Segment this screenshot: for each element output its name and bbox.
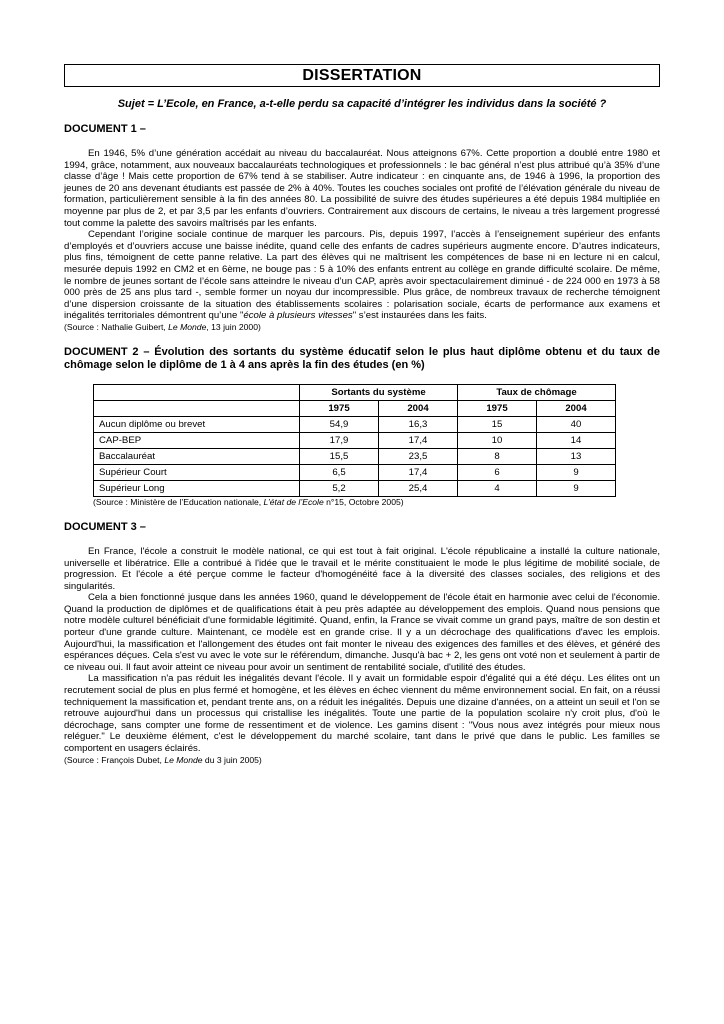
year-header: 1975 [300, 400, 379, 416]
diploma-unemployment-table [93, 384, 616, 497]
source-date: n°15, Octobre 2005) [323, 496, 404, 507]
table-cell: 6,5 [300, 464, 379, 480]
document-1-paragraph-1: En 1946, 5% d’une génération accédait au niveau du baccalauréat. Nous atteignons 67%. Cette proportion a doublé entre 1980 et 1994, grâce, notamment, aux nouveaux baccalauréats technologiques et professionnels : le bac général n’est plus attribué qu’à 35% d’une classe d’âge ! Mais cette proportion de 67% tend à se stabiliser. Autre indicateur : en cinquante ans, de 1946 à 1996, la proportion des jeunes de 20 ans devenant étudiants est passée de 2% à 40%. Toutes les couches sociales ont profité de l’élévation générale du niveau de formation, particulièrement sensible à la fin des années 80. La possibilité de suivre des études supérieures a été depuis 1984 multipliée en moyenne par plus de 2, et par 3,5 par les enfants d’ouvriers. Contrairement aux discours de certains, le niveau a très largement progressé tout comme la palette des savoirs maîtrisés par les enfants. [64, 148, 660, 229]
source-publication: Le Monde [168, 321, 207, 332]
table-year-row [94, 400, 616, 416]
document-3-heading: DOCUMENT 3 – [64, 520, 146, 533]
table-cell: 17,9 [300, 432, 379, 448]
source-date: , 13 juin 2000) [206, 321, 261, 332]
table-cell: 4 [458, 480, 537, 496]
source-text: (Source : François Dubet, [64, 754, 165, 765]
paragraph-emphasis: école à plusieurs vitesses [243, 310, 353, 322]
document-1 [64, 123, 660, 333]
group-header-unemployment: Taux de chômage [458, 384, 616, 400]
table-cell: 6 [458, 464, 537, 480]
table-empty-cell [94, 400, 300, 416]
table-cell: 9 [537, 464, 616, 480]
table-row [94, 480, 616, 496]
table-cell: 40 [537, 416, 616, 432]
table-header-row [94, 384, 616, 400]
source-text: (Source : Ministère de l’Education nationale, [93, 496, 264, 507]
table-cell: 17,4 [379, 432, 458, 448]
table-cell: 23,5 [379, 448, 458, 464]
row-label: CAP-BEP [94, 432, 300, 448]
document-3-source [64, 755, 660, 766]
row-label: Baccalauréat [94, 448, 300, 464]
table-cell: 25,4 [379, 480, 458, 496]
document-page [64, 64, 660, 766]
table-cell: 5,2 [300, 480, 379, 496]
document-2-source [93, 497, 660, 508]
page-title: DISSERTATION [64, 64, 660, 87]
document-3 [64, 521, 660, 766]
paragraph-text: Cependant l’origine sociale continue de marquer les parcours. Pis, depuis 1997, l’accès à l’enseignement supérieur des enfants d’employés et d’ouvriers accuse une baisse inédite, quand celle des enfants de cadres supérieurs augmente encore. D’autres indicateurs, plus fins, témoignent de cette panne relative. La part des élèves qui ne maîtrisent les compétences de base ni en lecture ni en calcul, mesurée depuis 1992 en CM2 et en 6ème, ne bouge pas : 5 à 10% des enfants entrent au collège en grande difficulté scolaire. De même, le nombre de jeunes sortant de l’école sans atteindre le niveau d’un CAP, après avoir spectaculairement diminué - de 224 000 en 1973 à 58 000 près de 25 ans plus tard -, semble former un noyau dur incompressible. Plus grâce, de nombreux travaux de recherche témoignent d’une dispersion croissante de la situation des établissements scolaires : polarisation sociale, écarts de performance aux examens et inégalités territoriales démontrent qu’une " [64, 229, 660, 322]
source-date: du 3 juin 2005) [202, 754, 262, 765]
table-cell: 17,4 [379, 464, 458, 480]
table-row [94, 464, 616, 480]
row-label: Supérieur Court [94, 464, 300, 480]
table-row [94, 432, 616, 448]
document-3-paragraph-2: Cela a bien fonctionné jusque dans les années 1960, quand le développement de l'école était en harmonie avec celui de l'économie. Quand la production de diplômes et de qualifications était à peu près adaptée au développement des emplois. Quand nous pensions que notre modèle culturel bénéficiait d'une formidable légitimité. Quand, enfin, la France se vivait comme un grand pays, maître de son destin et porteur d'une grande culture. Maintenant, ce modèle est en grande crise. Il y a un décrochage des qualifications d'avec les emplois. Aujourd'hui, la massification et l'allongement des études ont fait monter le niveau des exigences des familles et des élèves, et généré des espérances déçues. Cela s'est vu avec le vote sur le référendum, dimanche. Jusqu'à bac + 2, les gens ont voté non et seulement à partir de ce niveau oui. Il faut avoir atteint ce niveau pour avoir un sentiment de rentabilité sociale, d'utilité des études. [64, 592, 660, 673]
document-1-source [64, 322, 660, 333]
table-empty-cell [94, 384, 300, 400]
dissertation-subject: Sujet = L’Ecole, en France, a-t-elle perdu sa capacité d’intégrer les individus dans la société ? [117, 98, 607, 110]
table-cell: 9 [537, 480, 616, 496]
table-row [94, 416, 616, 432]
table-cell: 54,9 [300, 416, 379, 432]
source-publication: Le Monde [164, 754, 203, 765]
source-publication: L’état de l’Ecole [263, 496, 324, 507]
document-1-paragraph-2 [64, 229, 660, 322]
document-2 [64, 346, 660, 508]
year-header: 2004 [537, 400, 616, 416]
document-1-body [64, 148, 660, 322]
year-header: 2004 [379, 400, 458, 416]
document-2-heading: DOCUMENT 2 – Évolution des sortants du système éducatif selon le plus haut diplôme obtenu et du taux de chômage selon le diplôme de 1 à 4 ans après la fin des études (en %) [64, 345, 660, 371]
table-row [94, 448, 616, 464]
row-label: Aucun diplôme ou brevet [94, 416, 300, 432]
source-text: (Source : Nathalie Guibert, [64, 321, 169, 332]
table-cell: 16,3 [379, 416, 458, 432]
table-cell: 14 [537, 432, 616, 448]
document-3-paragraph-1: En France, l'école a construit le modèle national, ce qui est tout à fait original. L'école républicaine a installé la culture nationale, universelle et libératrice. Elle a contribué à l'idée que le travail et le mérite constituaient le mode le plus légitime de mobilité sociale, de progression. Et l'école a été perçue comme le facteur d'homogénéité face à la diversité des classes sociales, des religions et des singularités. [64, 545, 660, 592]
table-cell: 15,5 [300, 448, 379, 464]
table-cell: 15 [458, 416, 537, 432]
row-label: Supérieur Long [94, 480, 300, 496]
year-header: 1975 [458, 400, 537, 416]
document-3-paragraph-3: La massification n'a pas réduit les inégalités devant l'école. Il y avait un formidable espoir d'égalité qui a été déçu. Les élites ont un recrutement social de plus en plus fermé et homogène, et les élèves en échec viennent du même environnement social. En fait, on a réussi techniquement la massification et, pendant trente ans, on a réduit les inégalités. Depuis une dizaine d'années, on a atteint un seuil et l'on se retrouve aujourd'hui dans un processus qui cristallise les inégalités. Toute une partie de la population scolaire n'y croit plus, d'où le décrochage, sans compter une forme de ressentiment et de violence. Les gamins disent : "Vous nous avez intégrés pour mieux nous reléguer." Le deuxième élément, c'est le développement du marché scolaire, tant dans le privé que dans le public. Les familles se comportent en usagers éclairés. [64, 673, 660, 754]
document-3-body [64, 546, 660, 755]
table-cell: 10 [458, 432, 537, 448]
paragraph-text: " s’est instaurées dans les faits. [352, 310, 487, 322]
table-cell: 8 [458, 448, 537, 464]
table-cell: 13 [537, 448, 616, 464]
document-1-heading: DOCUMENT 1 – [64, 123, 146, 135]
group-header-leavers: Sortants du système [300, 384, 458, 400]
